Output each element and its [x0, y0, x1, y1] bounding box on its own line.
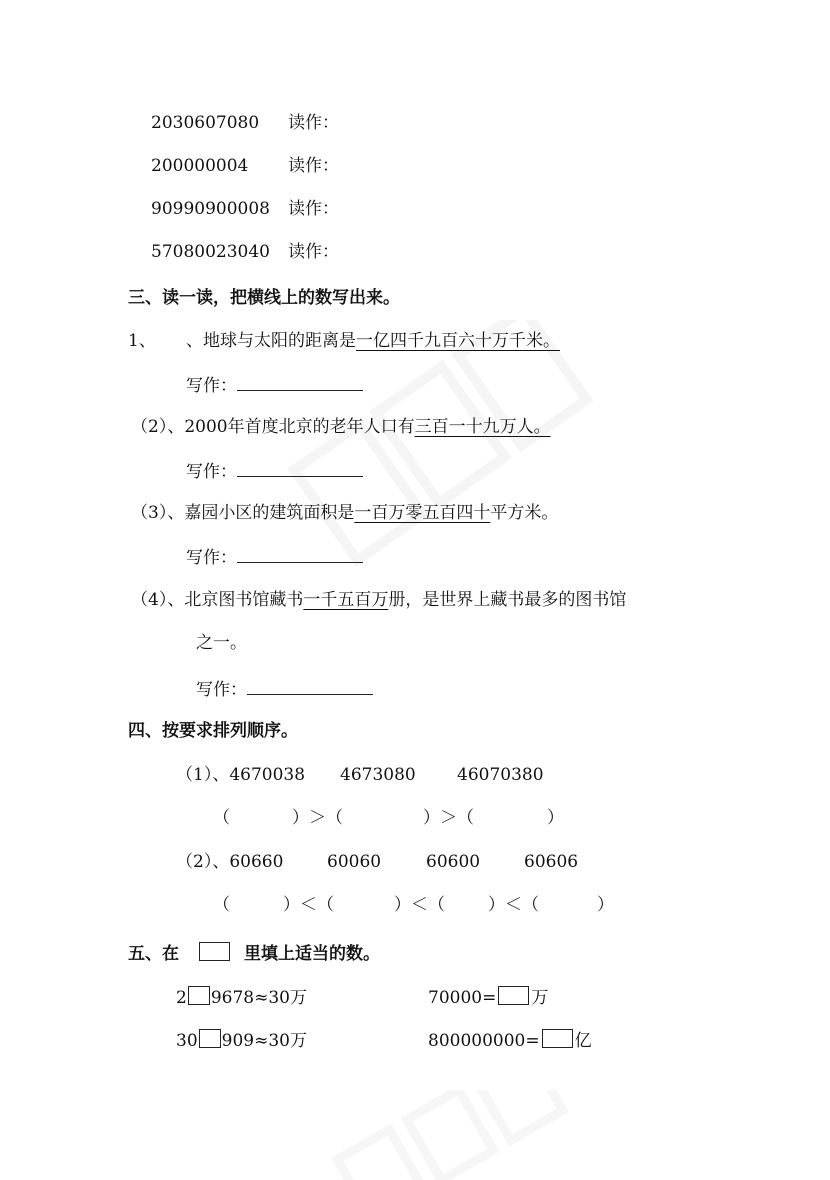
s3-q4-write [196, 680, 373, 699]
section4-heading: 四、按要求排列顺序。 [128, 721, 298, 741]
s4-q1-n3: 46070380 [457, 765, 544, 785]
write-blank-2[interactable] [237, 462, 363, 477]
write-blank-3[interactable] [237, 548, 363, 563]
read-label-4: 读作： [288, 242, 339, 262]
answer-box-1[interactable] [188, 986, 210, 1005]
s5-heading-post: 里填上适当的数。 [244, 944, 380, 964]
s3-q2-prefix: （2）、2000年首度北京的老年人口有 [131, 417, 415, 437]
s4-q1-paren-2: ）＞（ [292, 808, 343, 828]
s5-r1a-post: 9678≈30万 [210, 988, 307, 1008]
s3-q3-suffix: 平方米。 [490, 503, 559, 523]
s3-q1-write [186, 376, 363, 395]
read-label-1: 读作： [288, 113, 339, 133]
s4-q2-n2: 60060 [327, 852, 382, 872]
write-label: 写作： [196, 680, 247, 700]
s4-q2-n3: 60600 [426, 852, 481, 872]
s5-r2a-post: 909≈30万 [221, 1031, 307, 1051]
s4-q1-paren-4: ） [547, 808, 564, 828]
watermark-bottom [320, 1090, 580, 1180]
s3-q1-underlined: 一亿四千九百六十万千米。 [356, 331, 560, 351]
s3-q2-write [186, 462, 363, 481]
s4-q2-n4: 60606 [524, 852, 579, 872]
s3-q4 [131, 592, 626, 609]
s3-q4-underlined: 一千五百万 [303, 590, 389, 610]
answer-box-4[interactable] [542, 1029, 573, 1048]
s4-q2-paren-2: ）＜（ [283, 895, 334, 915]
answer-box-2[interactable] [498, 986, 529, 1005]
read-number-4: 57080023040 [151, 242, 270, 262]
read-number-2: 200000004 [151, 156, 249, 176]
s3-q2-underlined: 三百一十九万人。 [414, 417, 551, 437]
s4-q2-paren-1: （ [213, 895, 230, 915]
s4-q2-paren-4: ）＜（ [488, 895, 539, 915]
s4-q2-paren-5: ） [597, 895, 614, 915]
s5-r1a [176, 986, 307, 1007]
s3-q1-text: 、地球与太阳的距离是 [186, 331, 356, 351]
read-label-3: 读作： [288, 199, 339, 219]
s5-heading-pre: 五、在 [128, 944, 179, 964]
s5-r1b [428, 986, 548, 1007]
write-blank-4[interactable] [247, 680, 373, 695]
s3-q1-prefix: 1、 [128, 331, 156, 351]
s3-q4-suffix: 册，是世界上藏书最多的图书馆 [388, 590, 627, 610]
s5-r2b-pre: 800000000= [428, 1031, 540, 1051]
s3-q3-write [186, 548, 363, 567]
s5-r1a-pre: 2 [176, 988, 187, 1008]
section5-heading [128, 942, 380, 963]
s5-r2a-pre: 30 [176, 1031, 198, 1051]
s5-r2a [176, 1029, 307, 1050]
answer-box-3[interactable] [199, 1029, 221, 1048]
s4-q2-label: （2）、60660 [176, 852, 284, 872]
s3-q3-underlined: 一百万零五百四十 [354, 503, 491, 523]
s3-q2 [131, 419, 551, 436]
watermark [280, 320, 610, 580]
read-number-1: 2030607080 [151, 113, 260, 133]
write-label: 写作： [186, 462, 237, 482]
section3-heading: 三、读一读，把横线上的数写出来。 [128, 288, 400, 308]
s4-q1-paren-3: ）＞（ [423, 808, 474, 828]
s5-r1b-post: 万 [531, 988, 549, 1008]
s3-q4-line2: 之一。 [196, 633, 247, 653]
s5-r1b-pre: 70000= [428, 988, 497, 1008]
read-number-3: 90990900008 [151, 199, 270, 219]
s4-q1-paren-1: （ [213, 808, 230, 828]
s3-q1 [186, 333, 560, 350]
write-label: 写作： [186, 376, 237, 396]
s3-q3 [131, 505, 558, 522]
write-label: 写作： [186, 548, 237, 568]
s3-q4-prefix: （4）、北京图书馆藏书 [131, 590, 304, 610]
s3-q3-prefix: （3）、嘉园小区的建筑面积是 [131, 503, 355, 523]
s4-q2-paren-3: ）＜（ [394, 895, 445, 915]
s4-q1-label: （1）、4670038 [176, 765, 306, 785]
s5-r2b [428, 1029, 592, 1050]
read-label-2: 读作： [288, 156, 339, 176]
sample-box [199, 942, 230, 961]
write-blank-1[interactable] [237, 376, 363, 391]
s4-q1-n2: 4673080 [340, 765, 416, 785]
s5-r2b-post: 亿 [574, 1031, 592, 1051]
